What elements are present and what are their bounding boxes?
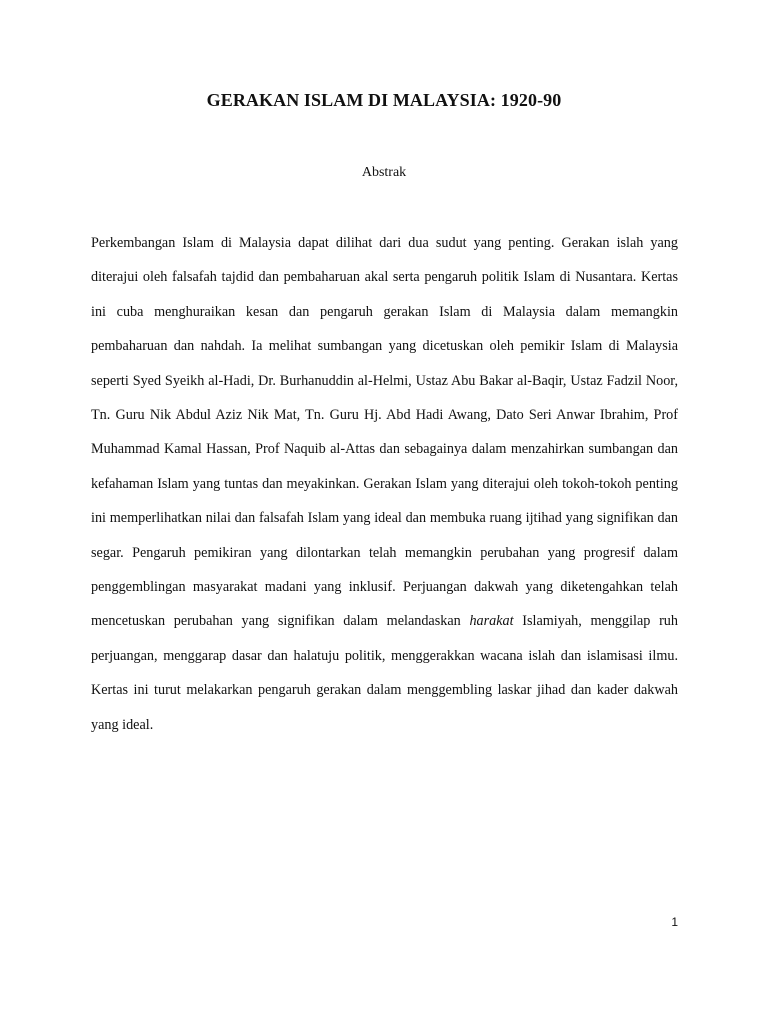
abstract-heading: Abstrak (361, 165, 407, 180)
abstract-italic-term: harakat (469, 613, 514, 630)
abstract-text-part-2: Islamiyah, menggilap ruh perjuangan, menggarap dasar dan halatuju politik, menggerakkan wacana islah dan islamisasi ilmu. Kertas ini turut melakarkan pengaruh gerakan dalam menggembling laskar jihad dan kader dakwah yang ideal. (91, 613, 678, 733)
page-title: GERAKAN ISLAM DI MALAYSIA: 1920-90 (206, 90, 562, 110)
page-number: 1 (671, 915, 678, 929)
abstract-text-part-1: Perkembangan Islam di Malaysia dapat dilihat dari dua sudut yang penting. Gerakan islah yang diterajui oleh falsafah tajdid dan pembaharuan akal serta pengaruh politik Islam di Nusantara. Kertas ini cuba menghuraikan kesan dan pengaruh gerakan Islam di Malaysia dalam memangkin pembaharuan dan nahdah. Ia melihat sumbangan yang dicetuskan oleh pemikir Islam di Malaysia seperti Syed Syeikh al-Hadi, Dr. Burhanuddin al-Helmi, Ustaz Abu Bakar al-Baqir, Ustaz Fadzil Noor, Tn. Guru Nik Abdul Aziz Nik Mat, Tn. Guru Hj. Abd Hadi Awang, Dato Seri Anwar Ibrahim, Prof Muhammad Kamal Hassan, Prof Naquib al-Attas dan sebagainya dalam menzahirkan sumbangan dan kefahaman Islam yang tuntas dan meyakinkan. Gerakan Islam yang diterajui oleh tokoh-tokoh penting ini memperlihatkan nilai dan falsafah Islam yang ideal dan membuka ruang ijtihad yang signifikan dan segar. Pengaruh pemikiran yang dilontarkan telah memangkin perubahan yang progresif dalam penggemblingan masyarakat madani yang inklusif. Perjuangan dakwah yang diketengahkan telah mencetuskan perubahan yang signifikan dalam melandaskan (91, 235, 678, 630)
abstract-paragraph (91, 226, 678, 742)
